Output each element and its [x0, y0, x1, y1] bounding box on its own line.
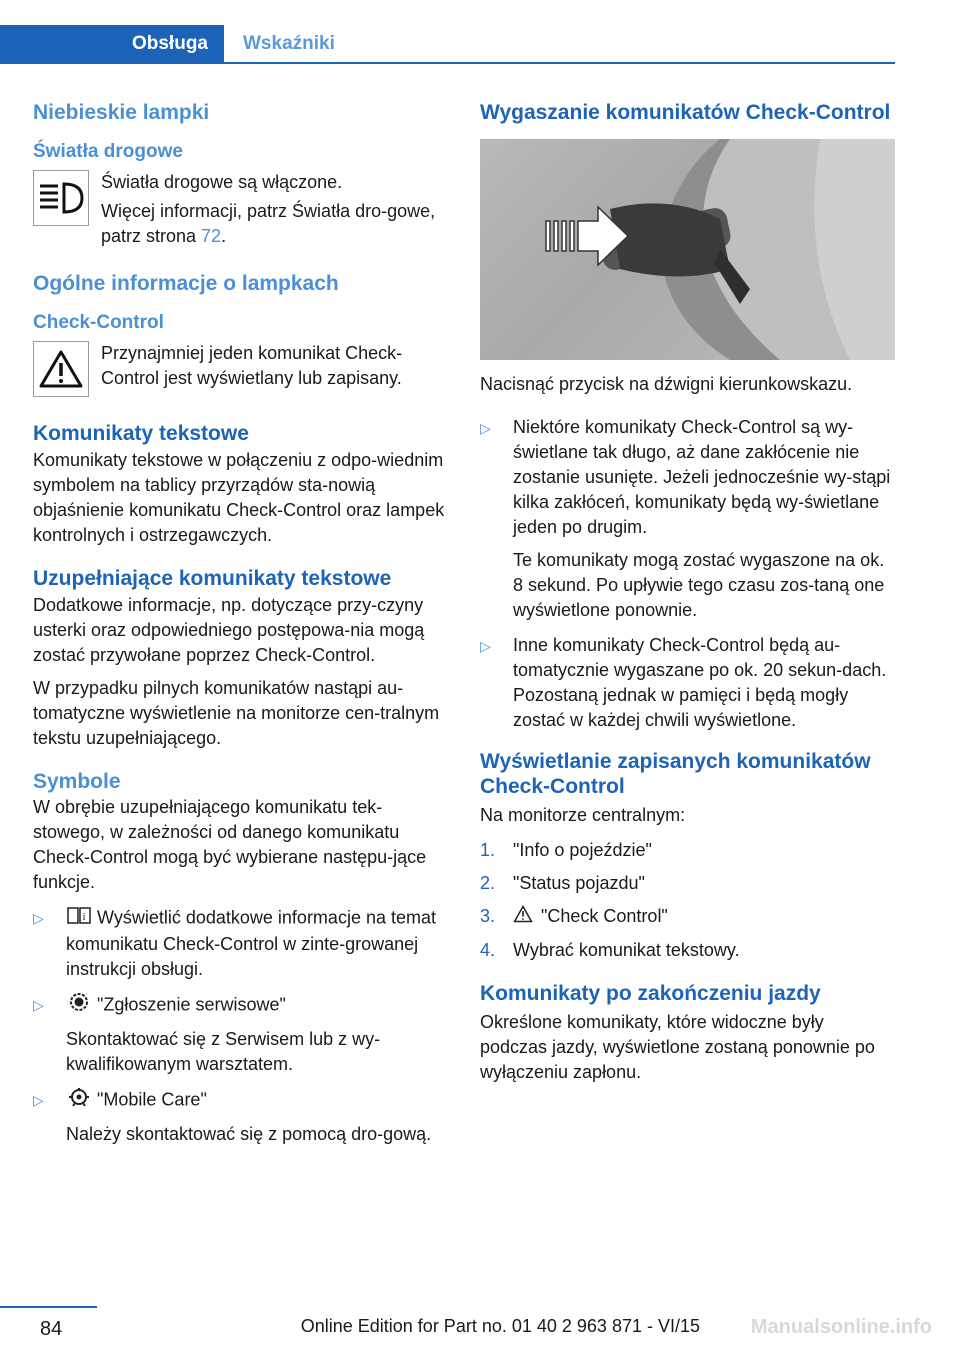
- bullet-text: Niektóre komunikaty Check-Control są wy‐świetlane tak długo, aż dane zakłócenie nie zostanie usunięte. Jeżeli jednocześnie wy‐stąpi kilka zakłóceń, komunikaty będą wy‐świetlane jeden po drugim.: [513, 417, 891, 537]
- roadside-assistance-icon: [66, 1087, 92, 1114]
- bullet-marker: ▷: [33, 1092, 44, 1108]
- bullet-subtext: Należy skontaktować się z pomocą dro‐gową.: [66, 1124, 432, 1144]
- text-messages-paragraph: Komunikaty tekstowe w połączeniu z odpo‐wiednim symbolem na tablicy przyrządów sta‐nowią objaśnienie komunikatu Check-Control oraz lampek kontrolnych i ostrzegawczych.: [33, 450, 445, 545]
- heading-high-beam: Światła drogowe: [33, 141, 183, 162]
- high-beam-more-text: Więcej informacji, patrz Światła dro‐gowe, patrz strona: [101, 201, 436, 246]
- svg-text:i: i: [82, 911, 86, 923]
- step-text: Wybrać komunikat tekstowy.: [513, 939, 740, 960]
- bullet-text: Wyświetlić dodatkowe informacje na temat komunikatu Check-Control w zinte‐growanej instrukcji obsługi.: [66, 907, 436, 979]
- warning-triangle-icon: [33, 341, 89, 397]
- book-icon: [66, 905, 92, 932]
- press-button-text: Nacisnąć przycisk na dźwigni kierunkowskazu.: [480, 374, 853, 394]
- page-link-72[interactable]: 72: [201, 226, 222, 246]
- bullet-subtext: Te komunikaty mogą zostać wygaszone na ok. 8 sekund. Po upływie tego czasu zos‐taną one wyświetlone ponownie.: [513, 550, 885, 620]
- supplementary-paragraph-1: Dodatkowe informacje, np. dotyczące przy‐czyny usterki oraz odpowiedniego postępowa‐nia mogą zostać przywołane poprzez Check-Control.: [33, 595, 425, 665]
- footer-divider: [0, 1306, 97, 1308]
- step-number: 1.: [480, 840, 496, 860]
- heading-symbols: Symbole: [33, 770, 121, 793]
- list-item: [33, 1087, 445, 1147]
- left-column: [33, 100, 445, 1147]
- bmw-service-icon: [66, 992, 92, 1019]
- heading-general-info: Ogólne informacje o lampkach: [33, 272, 339, 295]
- edition-text: Online Edition for Part no. 01 40 2 963 871 - VI/15: [300, 1316, 700, 1336]
- central-monitor-text: Na monitorze centralnym:: [480, 805, 686, 825]
- tab-obsluga[interactable]: Obsługa: [0, 25, 224, 62]
- check-control-text: Przynajmniej jeden komunikat Check-Control jest wyświetlany lub zapisany.: [101, 343, 403, 388]
- after-drive-paragraph: Określone komunikaty, które widoczne były podczas jazdy, wyświetlone zostaną ponownie po wyłączeniu zapłonu.: [480, 1011, 875, 1082]
- high-beam-text: Światła drogowe są włączone.: [101, 172, 343, 192]
- supplementary-paragraph-2: W przypadku pilnych komunikatów nastąpi au‐tomatyczne wyświetlenie na monitorze cen‐tralnym tekstu uzupełniającego.: [33, 678, 440, 748]
- heading-text-messages: Komunikaty tekstowe: [33, 422, 249, 445]
- high-beam-icon: [33, 170, 89, 226]
- bullet-marker: ▷: [480, 420, 491, 436]
- heading-check-control: Check-Control: [33, 312, 164, 333]
- step-number: 3.: [480, 906, 496, 926]
- step-item: [480, 904, 895, 930]
- bullet-marker: ▷: [33, 997, 44, 1013]
- heading-after-drive: Komunikaty po zakończeniu jazdy: [480, 981, 821, 1005]
- period: .: [221, 226, 227, 246]
- step-text: "Status pojazdu": [513, 873, 645, 893]
- heading-show-stored: Wyświetlanie zapisanych komunikatów Check-Control: [480, 750, 871, 798]
- header-bar: [0, 0, 895, 64]
- tab-wskazniki[interactable]: Wskaźniki: [243, 32, 335, 54]
- bullet-marker: ▷: [480, 638, 491, 654]
- list-item: [480, 415, 895, 623]
- bullet-subtext: Skontaktować się z Serwisem lub z wy‐kwalifikowanym warsztatem.: [66, 1029, 381, 1074]
- bullet-marker: ▷: [33, 910, 44, 926]
- step-text: "Info o pojeździe": [513, 840, 652, 860]
- symbols-paragraph: W obrębie uzupełniającego komunikatu tek‐stowego, w zależności od danego komunikatu Check-Control mogą być wybierane następu‐jące funkcje.: [33, 797, 427, 892]
- bullet-text: Inne komunikaty Check-Control będą au‐tomatycznie wygaszane po ok. 20 sekun‐dach. Pozostaną jednak w pamięci i będą mogły zostać w każdej chwili wyświetlone.: [513, 635, 887, 730]
- step-text: "Check Control": [541, 906, 668, 926]
- list-item: [33, 992, 445, 1077]
- watermark: Manualsonline.info: [750, 1316, 932, 1338]
- turn-signal-lever-image: [480, 139, 895, 360]
- page-number: 84: [40, 1318, 63, 1340]
- warning-triangle-icon: [513, 905, 533, 930]
- step-item: [480, 838, 895, 863]
- step-item: [480, 871, 895, 896]
- heading-supplementary: Uzupełniające komunikaty tekstowe: [33, 567, 392, 590]
- heading-hide-messages: Wygaszanie komunikatów Check-Control: [480, 101, 891, 124]
- right-column: [480, 100, 895, 1085]
- high-beam-more-info: [101, 199, 445, 249]
- list-item: [33, 905, 445, 982]
- heading-blue-lamps: Niebieskie lampki: [33, 101, 210, 124]
- bullet-text: "Zgłoszenie serwisowe": [97, 994, 286, 1015]
- step-item: [480, 938, 895, 963]
- step-number: 4.: [480, 939, 496, 960]
- list-item: [480, 633, 895, 733]
- bullet-text: "Mobile Care": [97, 1089, 207, 1110]
- step-number: 2.: [480, 873, 496, 893]
